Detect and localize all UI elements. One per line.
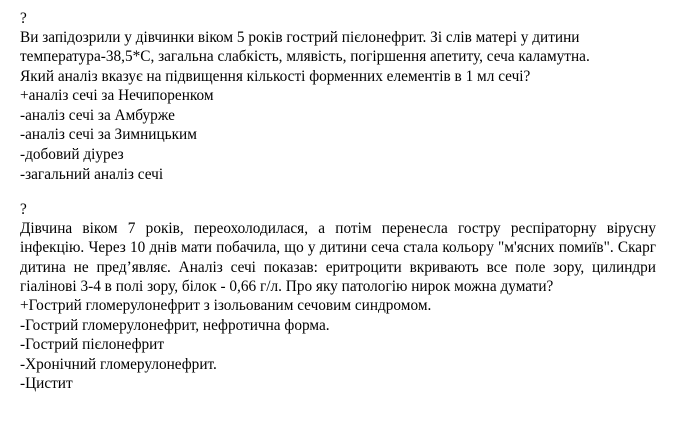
answer-options xyxy=(20,86,656,185)
question-stem-line: Який аналіз вказує на підвищення кількості форменних елементів в 1 мл сечі? xyxy=(20,67,531,85)
answer-options xyxy=(20,296,656,394)
answer-option: -добовий діурез xyxy=(20,146,124,164)
answer-option: -Гострий пієлонефрит xyxy=(20,336,165,354)
question-stem-line: температура-38,5*С, загальна слабкість, млявість, погіршення апетиту, сеча каламутна. xyxy=(20,48,590,66)
answer-option: +аналіз сечі за Нечипоренком xyxy=(20,86,214,104)
question-stem: Дівчина віком 7 років, переохолодилася, а потім перенесла гостру респіраторну вірусну інфекцію. Через 10 днів мати побачила, що у дитини сеча стала кольору "м'ясних помиїв". Скарг дитина не пред’являє. Аналіз сечі показав: еритроцити вкривають все поле зору, цилиндри гіалінові 3-4 в полі зору, білок - 0,66 г/л. Про яку патологію нирок можна думати? xyxy=(20,220,656,295)
answer-option: -Гострий гломерулонефрит, нефротична форма. xyxy=(20,316,330,334)
answer-option: -Хронічний гломерулонефрит. xyxy=(20,355,217,373)
question-marker: ? xyxy=(20,10,27,27)
answer-option: -аналіз сечі за Амбурже xyxy=(20,106,175,124)
answer-option: -загальний аналіз сечі xyxy=(20,166,164,183)
answer-option: +Гострий гломерулонефрит з ізольованим сечовим синдромом. xyxy=(20,297,432,315)
question-stem xyxy=(20,28,656,86)
question-2 xyxy=(20,200,656,394)
question-marker: ? xyxy=(20,201,27,218)
answer-option: -аналіз сечі за Зимницьким xyxy=(20,126,197,144)
question-stem-line: Ви запідозрили у дівчинки віком 5 років гострий пієлонефрит. Зі слів матері у дитини xyxy=(20,29,580,47)
answer-option: -Цистит xyxy=(20,375,73,393)
question-1 xyxy=(20,9,656,185)
